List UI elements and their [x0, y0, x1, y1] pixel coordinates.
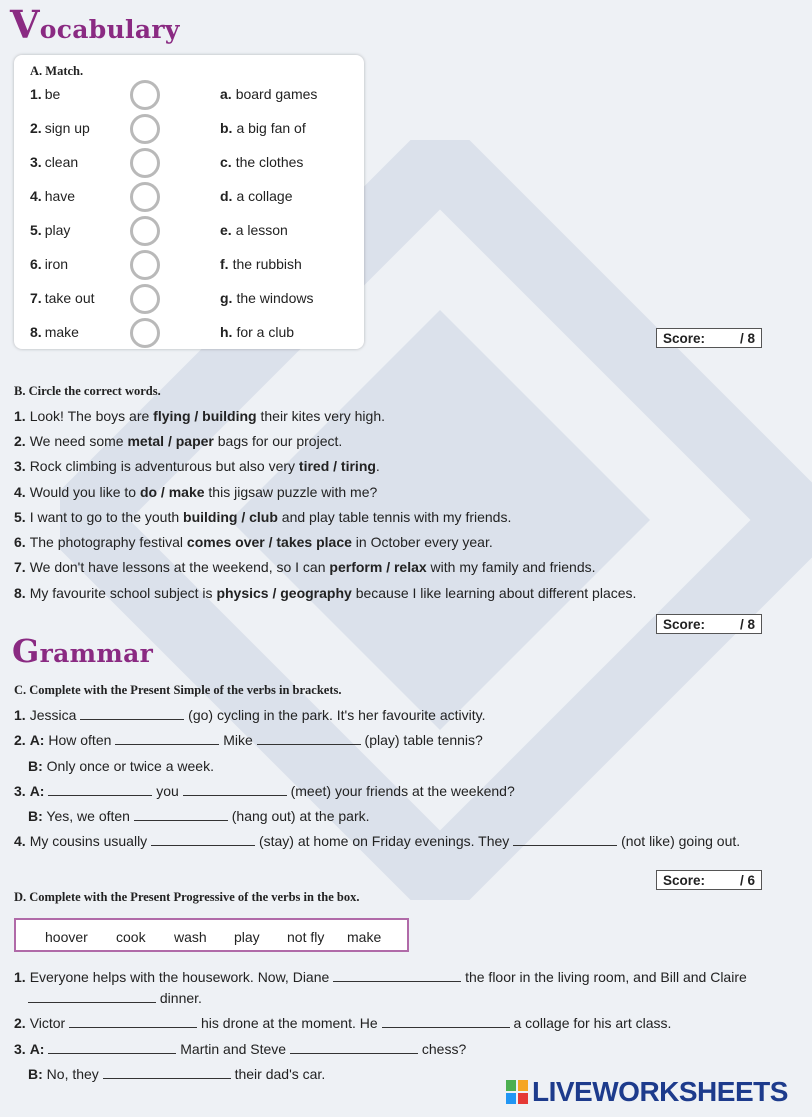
answer-blank[interactable] [134, 808, 228, 821]
heading-a: A. Match. [30, 64, 84, 78]
match-row: 1. be a. board games [14, 80, 364, 110]
match-answer-circle[interactable] [130, 284, 160, 314]
answer-blank[interactable] [333, 969, 461, 982]
choice-words[interactable]: do / make [139, 484, 205, 500]
answer-blank[interactable] [48, 1041, 176, 1054]
heading-d: D. Complete with the Present Progressive of the verbs in the box. [14, 890, 360, 904]
sentence-b: 8. My favourite school subject is physics / geography because I like learning about different places. [14, 585, 637, 601]
exercise-d-item: dinner. [28, 990, 202, 1006]
sentence-b: 4. Would you like to do / make this jigsaw puzzle with me? [14, 484, 378, 500]
exercise-c-item: 3. A: you (meet) your friends at the weekend? [14, 783, 515, 799]
answer-blank[interactable] [183, 783, 287, 796]
sentence-b: 6. The photography festival comes over / takes place in October every year. [14, 534, 493, 550]
box-word: cook [116, 929, 146, 945]
sentence-b: 2. We need some metal / paper bags for our project. [14, 433, 343, 449]
exercise-c-item: 2. A: How often Mike (play) table tennis? [14, 732, 483, 748]
answer-blank[interactable] [48, 783, 152, 796]
match-row: 6. iron f. the rubbish [14, 250, 364, 280]
exercise-d-item: 3. A: Martin and Steve chess? [14, 1041, 467, 1057]
answer-blank[interactable] [382, 1015, 510, 1028]
sentence-b: 5. I want to go to the youth building / club and play table tennis with my friends. [14, 509, 512, 525]
match-answer-circle[interactable] [130, 250, 160, 280]
box-word: make [347, 929, 382, 945]
choice-words[interactable]: perform / relax [329, 559, 427, 575]
match-row: 4. have d. a collage [14, 182, 364, 212]
box-word: play [234, 929, 260, 945]
score-box-b: Score: / 8 [656, 614, 762, 634]
word-box [14, 918, 409, 952]
box-word: hoover [45, 929, 88, 945]
exercise-c-item: B: Yes, we often (hang out) at the park. [28, 808, 370, 824]
answer-blank[interactable] [103, 1066, 231, 1079]
heading-b: B. Circle the correct words. [14, 384, 161, 398]
liveworksheets-logo-icon [506, 1080, 528, 1104]
match-answer-circle[interactable] [130, 318, 160, 348]
score-box-a: Score: / 8 [656, 328, 762, 348]
match-row: 5. play e. a lesson [14, 216, 364, 246]
match-answer-circle[interactable] [130, 148, 160, 178]
choice-words[interactable]: tired / tiring [298, 458, 376, 474]
answer-blank[interactable] [290, 1041, 418, 1054]
heading-c: C. Complete with the Present Simple of the verbs in brackets. [14, 683, 342, 697]
choice-words[interactable]: physics / geography [216, 585, 352, 601]
answer-blank[interactable] [151, 833, 255, 846]
box-word: wash [174, 929, 207, 945]
choice-words[interactable]: metal / paper [127, 433, 214, 449]
match-row: 2. sign up b. a big fan of [14, 114, 364, 144]
sentence-b: 3. Rock climbing is adventurous but also very tired / tiring. [14, 458, 380, 474]
exercise-d-item: 1. Everyone helps with the housework. Now, Diane the floor in the living room, and Bill and Claire [14, 969, 747, 985]
answer-blank[interactable] [69, 1015, 197, 1028]
sentence-b: 1. Look! The boys are flying / building their kites very high. [14, 408, 385, 424]
sentence-b: 7. We don't have lessons at the weekend, so I can perform / relax with my family and friends. [14, 559, 596, 575]
exercise-c-item: 1. Jessica (go) cycling in the park. It's her favourite activity. [14, 707, 486, 723]
answer-blank[interactable] [513, 833, 617, 846]
match-answer-circle[interactable] [130, 182, 160, 212]
match-box [14, 55, 364, 349]
match-row: 7. take out g. the windows [14, 284, 364, 314]
exercise-c-item: B: Only once or twice a week. [28, 758, 214, 774]
liveworksheets-logo[interactable]: LIVEWORKSHEETS [532, 1076, 788, 1107]
exercise-c-item: 4. My cousins usually (stay) at home on Friday evenings. They (not like) going out. [14, 833, 741, 849]
exercise-d-item: 2. Victor his drone at the moment. He a collage for his art class. [14, 1015, 672, 1031]
exercise-d-item: B: No, they their dad's car. [28, 1066, 326, 1082]
score-box-c: Score: / 6 [656, 870, 762, 890]
choice-words[interactable]: flying / building [153, 408, 257, 424]
grammar-title: Grammar [12, 632, 154, 670]
answer-blank[interactable] [257, 732, 361, 745]
answer-blank[interactable] [80, 707, 184, 720]
box-word: not fly [287, 929, 325, 945]
choice-words[interactable]: comes over / takes place [186, 534, 352, 550]
answer-blank[interactable] [28, 990, 156, 1003]
match-answer-circle[interactable] [130, 80, 160, 110]
match-answer-circle[interactable] [130, 216, 160, 246]
match-row: 8. make h. for a club [14, 318, 364, 348]
match-row: 3. clean c. the clothes [14, 148, 364, 178]
vocabulary-title: Vocabulary [10, 2, 180, 47]
answer-blank[interactable] [115, 732, 219, 745]
choice-words[interactable]: building / club [183, 509, 278, 525]
match-answer-circle[interactable] [130, 114, 160, 144]
